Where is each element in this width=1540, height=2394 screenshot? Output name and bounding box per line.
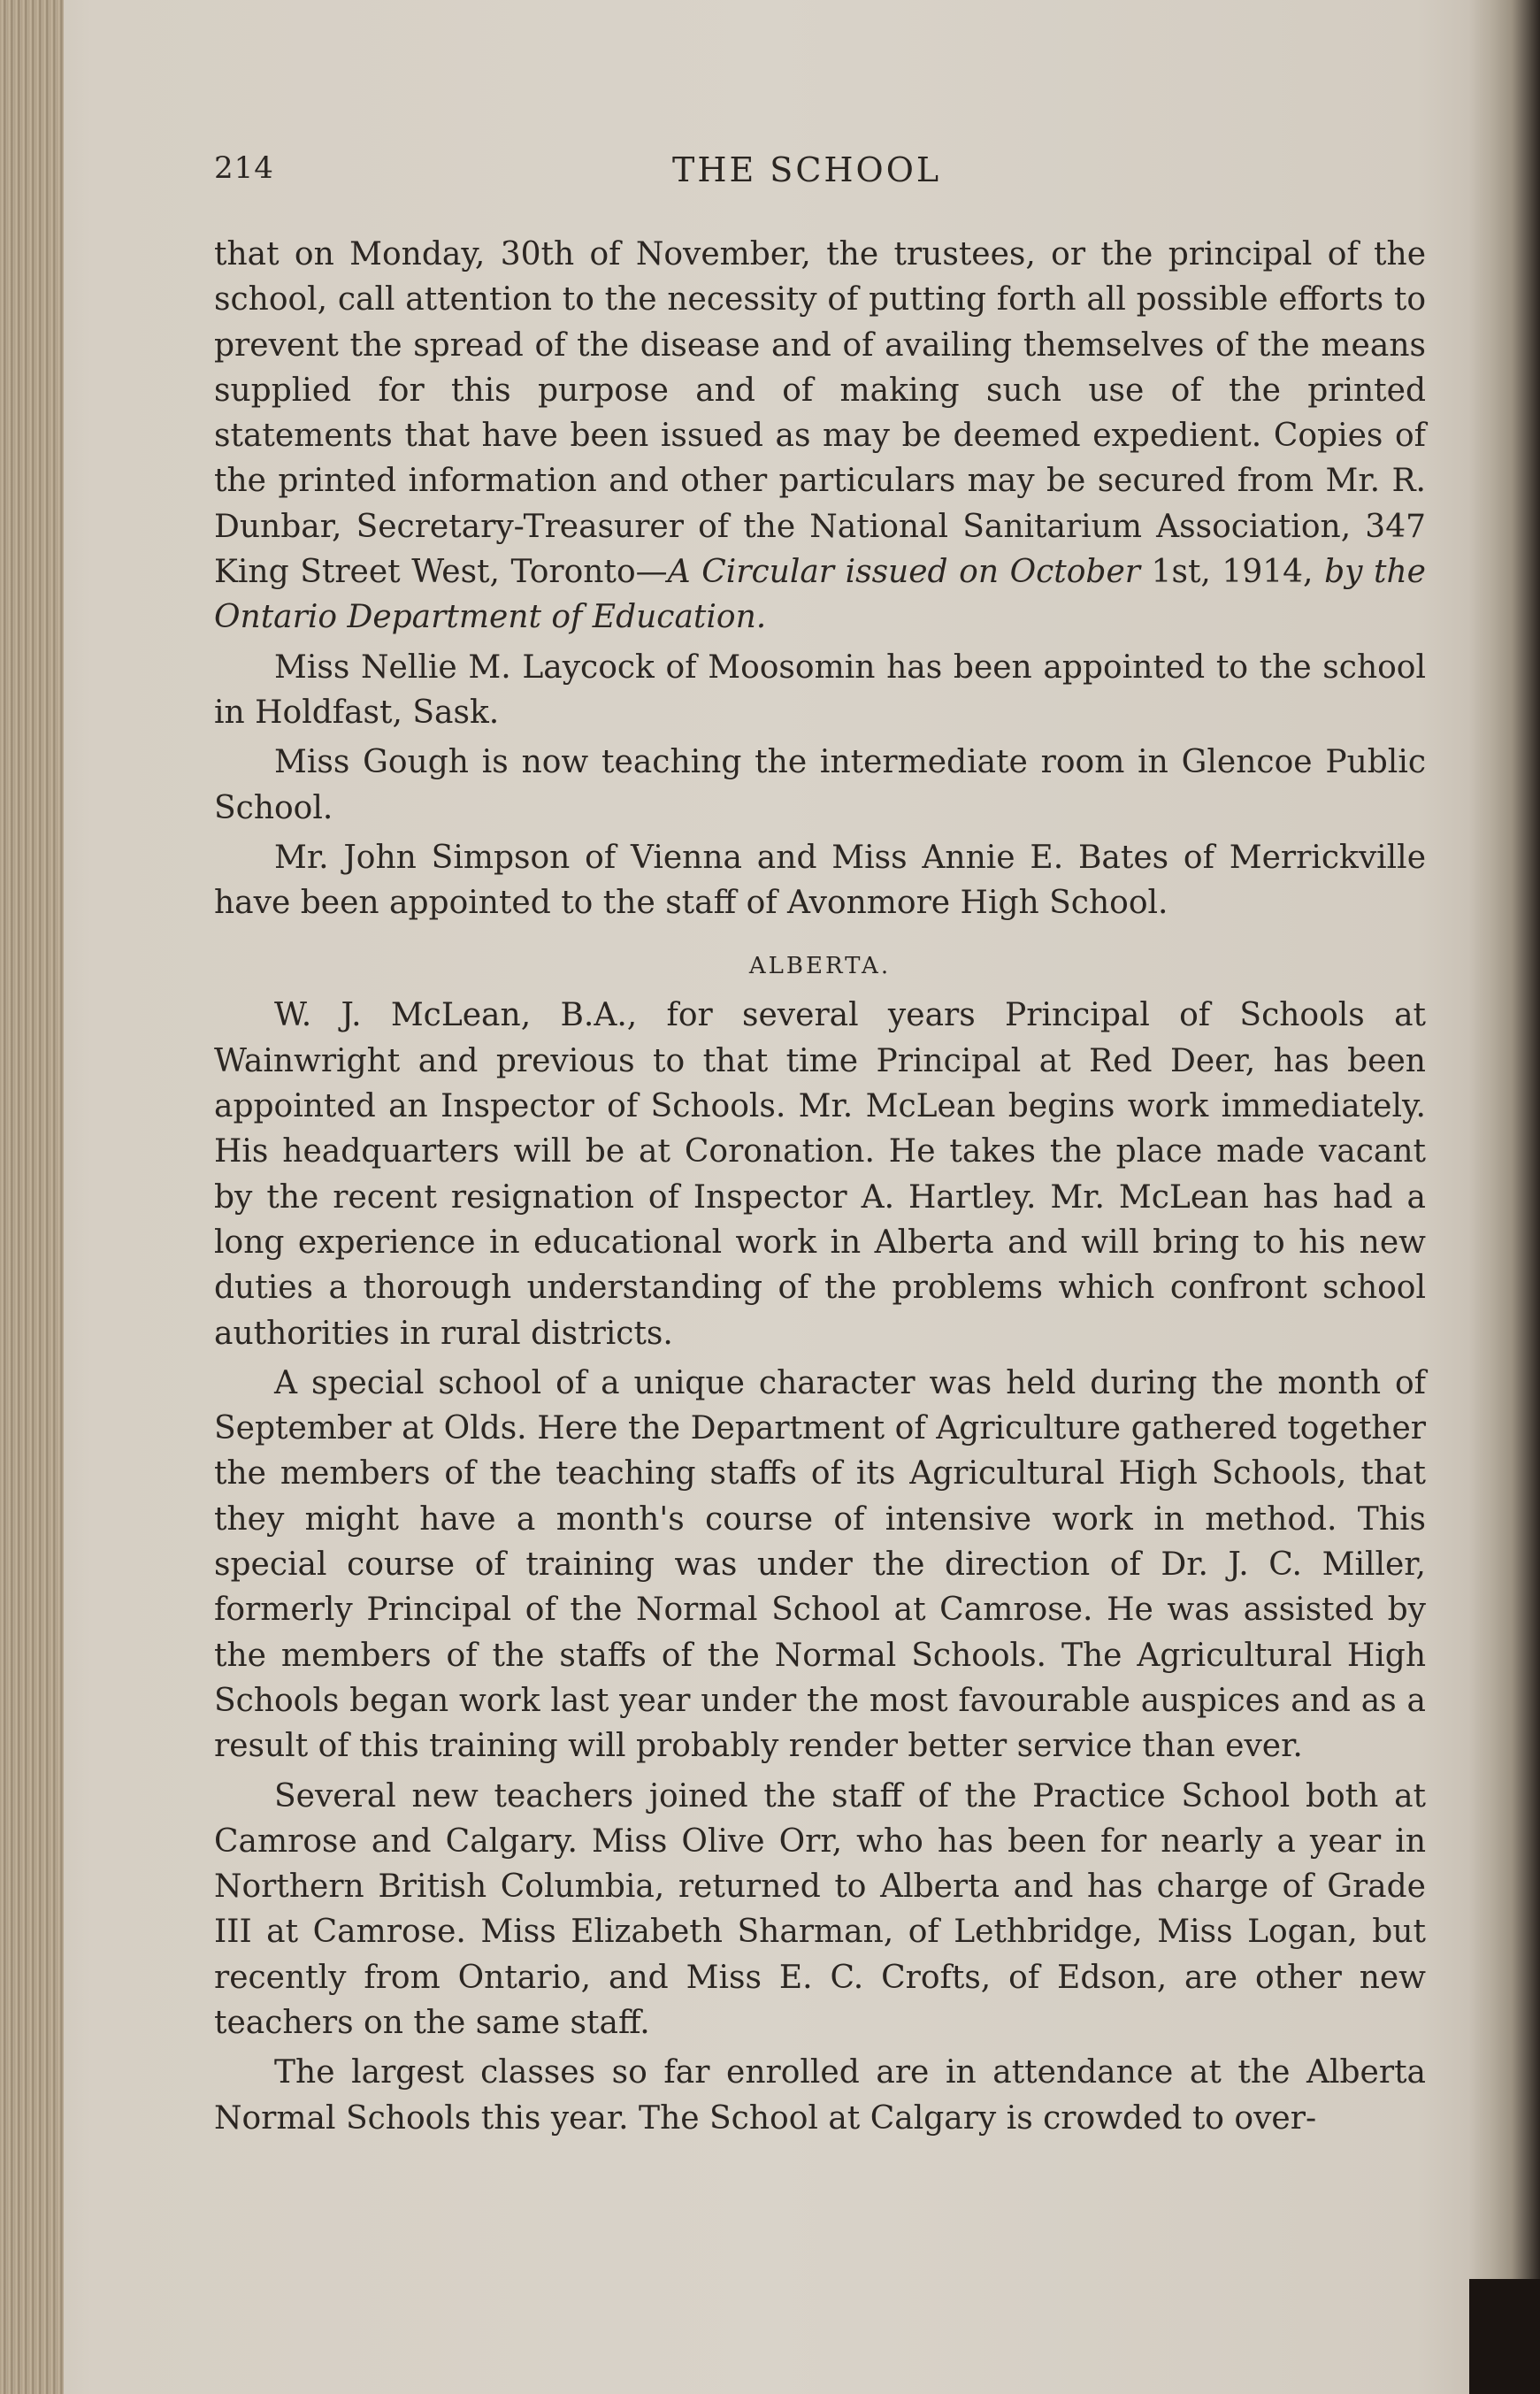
paragraph: Miss Nellie M. Laycock of Moosomin has been appointed to the school in Holdfast, Sask. [214,648,1426,731]
citation-italic: A Circular issued on October [667,554,1140,591]
citation-source: by the Ontario Department of Education. [214,554,1426,636]
paragraph: Several new teachers joined the staff of the Practice School both at Camrose and Calgary. Miss Olive Orr, who has been for nearly a year in Northern British Columbia, returned to Alberta and has charge of Grade III at Camrose. Miss Elizabeth Sharman, of Lethbridge, Miss Logan, but recently from Ontario, and Miss E. C. Crofts, of Edson, are other new teachers on the same staff. [214,1777,1426,2041]
paragraph: A special school of a unique character was held during the month of September at Olds. Here the Department of Agriculture gathered together the members of the teaching staffs of its Agricultural High Schools, that they might have a month's course of intensive work in method. This special course of training was under the direction of Dr. J. C. Miller, formerly Principal of the Normal School at Camrose. He was assisted by the members of the staffs of the Normal Schools. The Agricultural High Schools began work last year under the most favourable auspices and as a result of this training will probably render better service than ever. [214,1364,1426,1765]
paragraph: The largest classes so far enrolled are in attendance at the Alberta Normal Schools this year. The School at Calgary is crowded to over- [214,2054,1426,2137]
citation-date: 1st, 1914, [1139,554,1325,591]
paragraph-continued [214,232,1426,641]
em-dash: — [635,554,668,591]
page-number: 214 [214,150,274,186]
paragraph-text: that on Monday, 30th of November, the trustees, or the principal of the school, call attention to the necessity of putting forth all possible efforts to prevent the spread of the disease and of availing themselves of the means supplied for this purpose and of making such use of the printed statements that have been issued as may be deemed expedient. Copies of the printed information and other particulars may be secured from Mr. R. Dunbar, Secretary-Treasurer of the National Sanitarium Association, 347 King Street West, Toronto [214,236,1426,591]
section-heading: ALBERTA. [748,953,892,980]
page-header [0,150,1540,195]
running-head: THE SCHOOL [672,150,942,189]
paragraph: Mr. John Simpson of Vienna and Miss Annie E. Bates of Merrickville have been appointed to the staff of Avonmore High School. [214,839,1426,922]
paragraph: Miss Gough is now teaching the intermediate room in Glencoe Public School. [214,744,1426,826]
paragraph: W. J. McLean, B.A., for several years Principal of Schools at Wainwright and previous to that time Principal at Red Deer, has been appointed an Inspector of Schools. Mr. McLean begins work immediately. His headquarters will be at Coronation. He takes the place made vacant by the recent resignation of Inspector A. Hartley. Mr. McLean has had a long experience in educational work in Alberta and will bring to his new duties a thorough understanding of the problems which confront school authorities in rural districts. [214,997,1426,1352]
article-body [214,232,1426,2145]
